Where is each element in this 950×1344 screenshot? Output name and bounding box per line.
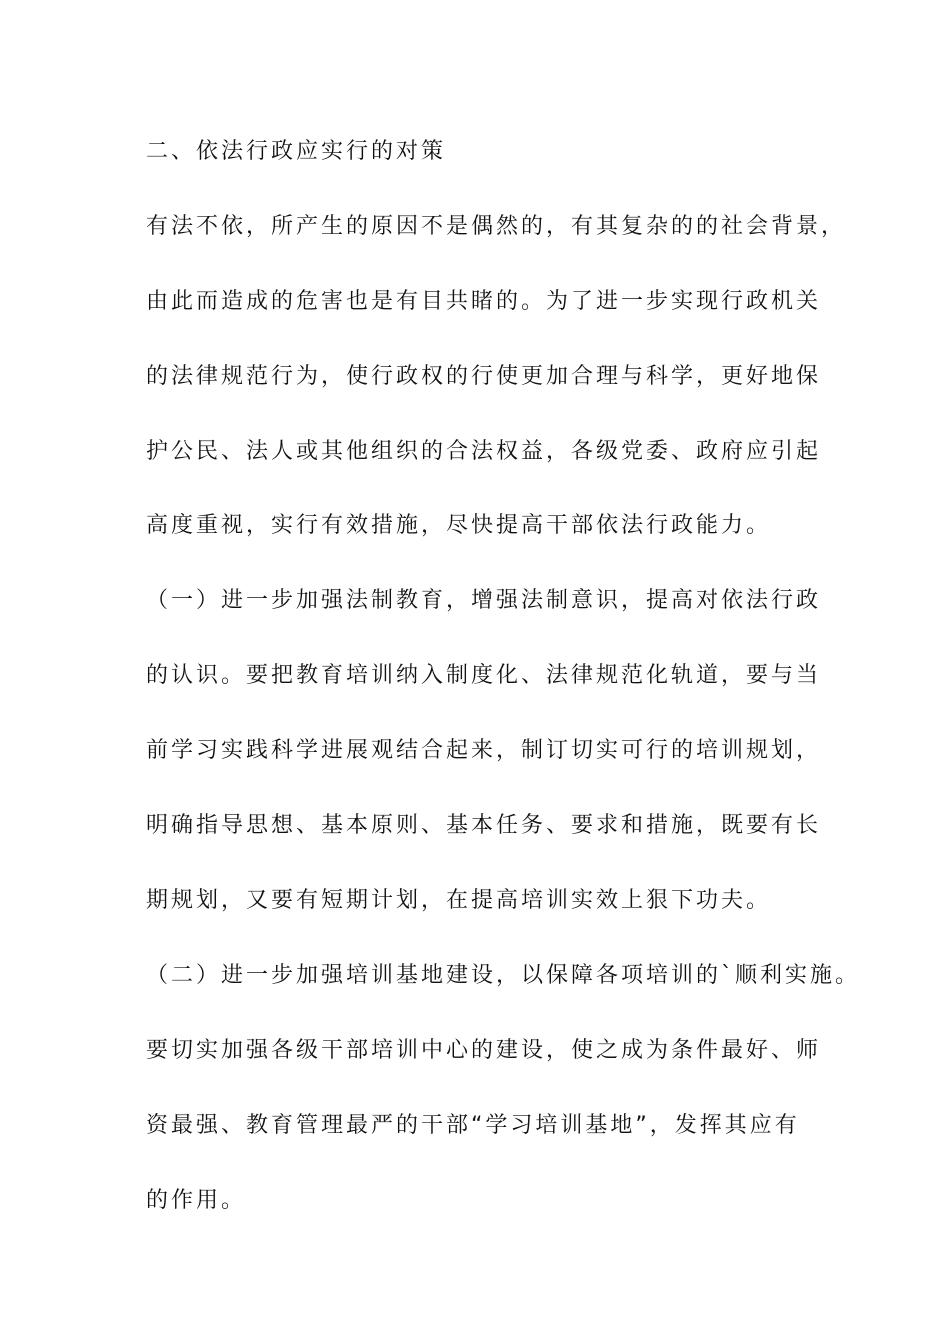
subsection-line: （一）进一步加强法制教育，增强法制意识，提高对依法行政	[146, 588, 822, 613]
text-line: 有法不依，所产生的原因不是偶然的，有其复杂的的社会背景，	[146, 214, 847, 239]
text-line: 由此而造成的危害也是有目共睹的。为了进一步实现行政机关	[146, 289, 822, 314]
text-line: 的认识。要把教育培训纳入制度化、法律规范化轨道，要与当	[146, 663, 822, 688]
text-line: 的作用。	[146, 1188, 247, 1213]
text-line: 明确指导思想、基本原则、基本任务、要求和措施，既要有长	[146, 813, 822, 838]
text-line: 护公民、法人或其他组织的合法权益，各级党委、政府应引起	[146, 439, 822, 464]
subsection-line: （二）进一步加强培训基地建设，以保障各项培训的`顺利实施。	[146, 963, 861, 988]
section-heading: 二、依法行政应实行的对策	[146, 139, 447, 164]
text-line: 高度重视，实行有效措施，尽快提高干部依法行政能力。	[146, 513, 772, 538]
text-line: 前学习实践科学进展观结合起来，制订切实可行的培训规划，	[146, 738, 822, 763]
text-line: 资最强、教育管理最严的干部“学习培训基地”，发挥其应有	[146, 1113, 800, 1138]
text-line: 的法律规范行为，使行政权的行使更加合理与科学，更好地保	[146, 364, 822, 389]
text-line: 期规划，又要有短期计划，在提高培训实效上狠下功夫。	[146, 888, 772, 913]
text-line: 要切实加强各级干部培训中心的建设，使之成为条件最好、师	[146, 1038, 822, 1063]
